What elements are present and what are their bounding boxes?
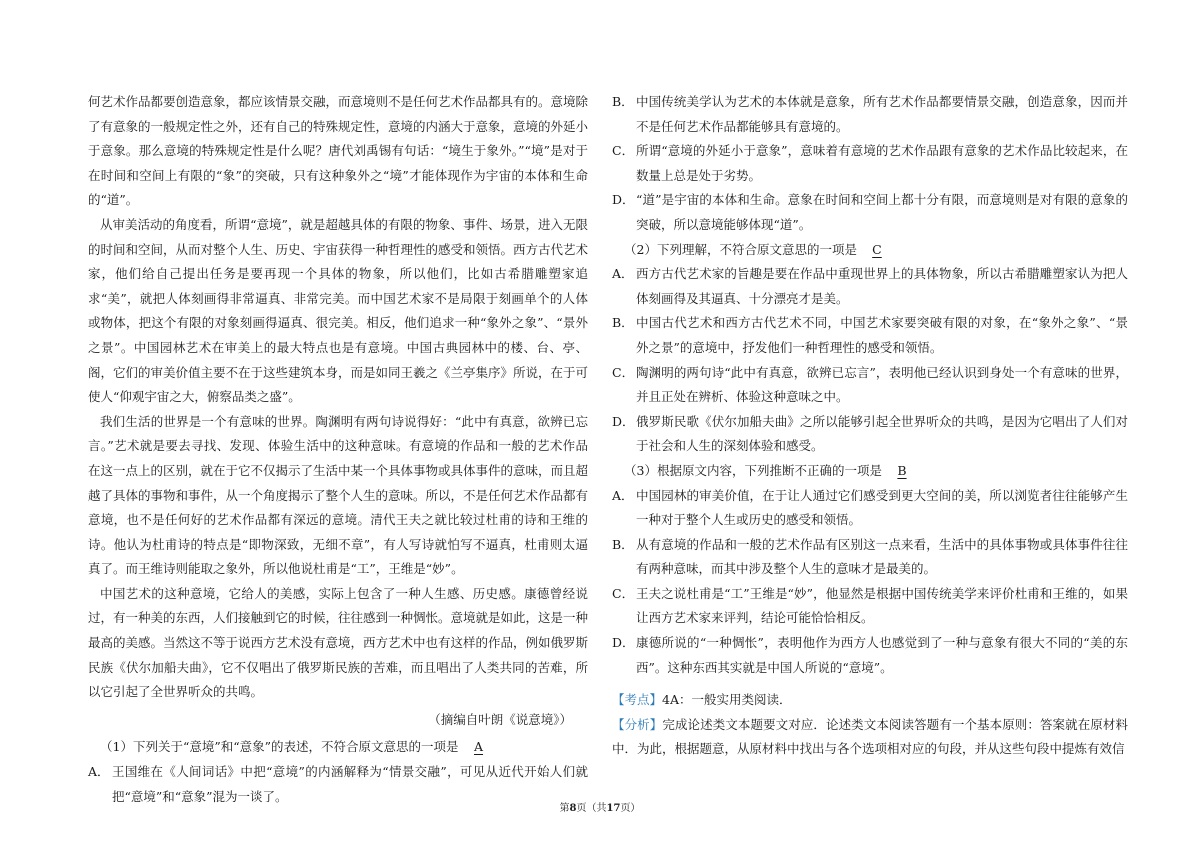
question-2-stem-text: （2）下列理解，不符合原文意思的一项是 xyxy=(624,241,857,257)
footer-mid: 页（共 xyxy=(576,803,607,814)
option-text: 中国传统美学认为艺术的本体就是意象，所有艺术作品都要情景交融，创造意象，因而并不是任何艺术作品都能够具有意境的。 xyxy=(636,94,1128,134)
footer-suffix: 页） xyxy=(620,803,641,814)
option-text: 俄罗斯民歌《伏尔加船夫曲》之所以能够引起全世界听众的共鸣，是因为它唱出了人们对于社会和人生的深刻体验和感受。 xyxy=(636,413,1128,454)
passage-paragraph-3: 我们生活的世界是一个有意味的世界。陶渊明有两句诗说得好：“此中有真意，欲辨已忘言。”艺术就是要去寻找、发现、体验生活中的这种意味。有意境的作品和一般的艺术作品在这一点上的区别，就在于它不仅揭示了生活中某一个具体事物或具体事件的意味，而且超越了具体的事物和事件，从一个角度揭示了整个人生的意味。所以，不是任何艺术作品都有意境，也不是任何好的艺术作品都有深远的意境。清代王夫之就比较过杜甫的诗和王维的诗。他认为杜甫诗的特点是“即物深致，无细不章”，有人写诗就怕写不逼真，杜甫则太逼真了。而王维诗则能取之象外，所以他说杜甫是“工”，王维是“妙”。 xyxy=(88,413,589,577)
kaodian-text: 4A：一般实用类阅读． xyxy=(662,692,792,708)
option-text: 中国古代艺术和西方古代艺术不同，中国艺术家要突破有限的对象，在“象外之象”、“景外之景”的意境中，抒发他们一种哲理性的感受和领悟。 xyxy=(636,315,1128,355)
option-letter: B． xyxy=(612,315,634,331)
question-3-option-c xyxy=(612,582,1128,631)
kaodian-line xyxy=(612,688,1128,713)
option-letter: C． xyxy=(612,585,635,601)
option-text: 所谓“意境的外延小于意象”，意味着有意境的艺术作品跟有意象的艺术作品比较起来，在数量上总是处于劣势。 xyxy=(636,143,1128,183)
option-text: 陶渊明的两句诗“此中有真意，欲辨已忘言”，表明他已经认识到身处一个有意味的世界，并且正处在辨析、体验这种意味之中。 xyxy=(636,364,1128,405)
option-letter: D． xyxy=(612,413,635,429)
option-letter: D． xyxy=(612,192,635,208)
question-3-option-d xyxy=(612,631,1128,680)
spacer xyxy=(612,680,1128,688)
option-letter: B． xyxy=(612,536,634,552)
question-1-option-c xyxy=(612,139,1128,188)
kaodian-tag: 【考点】 xyxy=(612,692,663,708)
option-text: 王国维在《人间词话》中把“意境”的内涵解释为“情景交融”，可见从近代开始人们就把“意境”和“意象”混为一谈了。 xyxy=(112,764,588,804)
question-3-answer: B xyxy=(897,462,907,478)
option-text: 从有意境的作品和一般的艺术作品有区别这一点来看，生活中的具体事物或具体事件往往有两种意味，而其中涉及整个人生的意味才是最美的。 xyxy=(636,536,1128,577)
fenxi-tag: 【分析】 xyxy=(612,716,663,732)
option-text: 西方古代艺术家的旨趣是要在作品中重现世界上的具体物象，所以古希腊雕塑家认为把人体刻画得及其逼真、十分漂亮才是美。 xyxy=(636,266,1128,306)
option-text: “道”是宇宙的本体和生命。意象在时间和空间上都十分有限，而意境则是对有限的意象的突破，所以意境能够体现“道”。 xyxy=(636,192,1128,232)
question-1-stem-text: （1）下列关于“意境”和“意象”的表述，不符合原文意思的一项是 xyxy=(100,739,459,755)
footer-total-pages: 17 xyxy=(606,803,621,814)
fenxi-text: 完成论述类文本题要文对应．论述类文本阅读答题有一个基本原则：答案就在原材料中．为此，根据题意，从原材料中找出与各个选项相对应的句段，并从这些句段中提炼有效信 xyxy=(612,716,1128,757)
question-3-option-a xyxy=(612,484,1128,533)
question-3-stem xyxy=(612,459,1128,484)
option-text: 王夫之说杜甫是“工”王维是“妙”，他显然是根据中国传统美学来评价杜甫和王维的，如果让西方艺术家来评判，结论可能恰恰相反。 xyxy=(636,585,1128,626)
option-letter: A． xyxy=(88,764,110,780)
question-1-option-b xyxy=(612,90,1128,139)
question-2-option-a xyxy=(612,262,1128,311)
question-3-option-b xyxy=(612,533,1128,582)
option-text: 中国园林的审美价值，在于让人通过它们感受到更大空间的美，所以浏览者往往能够产生一种对于整个人生或历史的感受和领悟。 xyxy=(636,487,1128,528)
option-letter: B． xyxy=(612,94,634,109)
fenxi-line xyxy=(612,713,1128,762)
question-2-option-d xyxy=(612,410,1128,459)
question-2-answer: C xyxy=(872,241,882,257)
option-text: 康德所说的“一种惆怅”，表明他作为西方人也感觉到了一种与意象有很大不同的“美的东西”。这种东西其实就是中国人所说的“意境”。 xyxy=(636,635,1128,675)
question-1-stem xyxy=(88,735,588,760)
option-letter: D． xyxy=(612,635,635,651)
question-2-option-c xyxy=(612,361,1128,410)
right-column xyxy=(612,90,1128,762)
question-3-stem-text: （3）根据原文内容，下列推断不正确的一项是 xyxy=(624,462,882,478)
option-letter: A． xyxy=(612,266,634,282)
option-letter: C． xyxy=(612,143,635,159)
footer-page-number: 8 xyxy=(569,803,577,814)
passage-source: （摘编自叶朗《说意境》） xyxy=(428,711,572,727)
question-1-option-d xyxy=(612,188,1128,237)
left-column xyxy=(88,90,588,809)
passage-paragraph-4: 中国艺术的这种意境，它给人的美感，实际上包含了一种人生感、历史感。康德曾经说过，有一种美的东西，人们接触到它的时候，往往感到一种惆怅。意境就是如此，这是一种最高的美感。当然这不等于说西方艺术没有意境，西方艺术中也有这样的作品，例如俄罗斯民族《伏尔加船夫曲》，它不仅唱出了俄罗斯民族的苦难，而且唱出了人类共同的苦难，所以它引起了全世界听众的共鸣。 xyxy=(88,585,589,700)
option-letter: A． xyxy=(612,487,634,503)
question-2-option-b xyxy=(612,311,1128,360)
option-letter: C． xyxy=(612,364,635,380)
footer-prefix: 第 xyxy=(559,803,570,814)
page-footer xyxy=(0,799,1200,814)
question-2-stem xyxy=(612,238,1128,263)
passage-paragraph-1: 何艺术作品都要创造意象，都应该情景交融，而意境则不是任何艺术作品都具有的。意境除了有意象的一般规定性之外，还有自己的特殊规定性，意境的内涵大于意象，意境的外延小于意象。那么意境的特殊规定性是什么呢？唐代刘禹锡有句话：“境生于象外。”“境”是对于在时间和空间上有限的“象”的突破，只有这种象外之“境”才能体现作为宇宙的本体和生命的“道”。 xyxy=(88,94,589,208)
question-1-answer: A xyxy=(474,739,484,755)
passage-paragraph-2: 从审美活动的角度看，所谓“意境”，就是超越具体的有限的物象、事件、场景，进入无限的时间和空间，从而对整个人生、历史、宇宙获得一种哲理性的感受和领悟。西方古代艺术家，他们给自己提出任务是要再现一个具体的物象，所以他们，比如古希腊雕塑家追求“美”，就把人体刻画得非常逼真、非常完美。而中国艺术家不是局限于刻画单个的人体或物体，把这个有限的对象刻画得逼真、很完美。相反，他们追求一种“象外之象”、“景外之景”。中国园林艺术在审美上的最大特点也是有意境。中国古典园林中的楼、台、亭、阁，它们的审美价值主要不在于这些建筑本身，而是如同王羲之《兰亭集序》所说，在于可使人“仰观宇宙之大，俯察品类之盛”。 xyxy=(88,216,589,405)
